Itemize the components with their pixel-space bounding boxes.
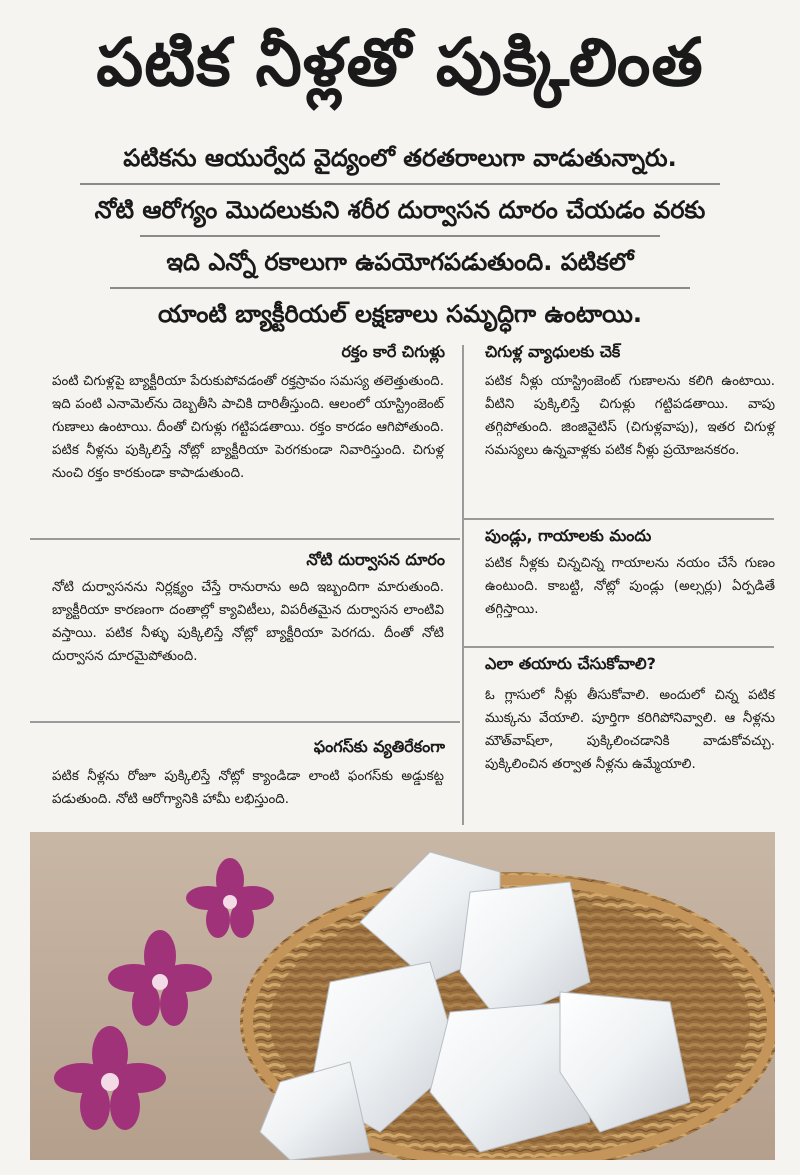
section-heading-preparation: ఎలా తయారు చేసుకోవాలి? xyxy=(485,654,656,673)
section-rule xyxy=(30,538,460,540)
intro-line-1: పటికను ఆయుర్వేద వైద్యంలో తరతరాలుగా వాడుతున్నారు. xyxy=(123,144,677,172)
section-body-gum-diseases: పటిక నీళ్లు యాస్ట్రింజెంట్ గుణాలను కలిగి ఉంటాయి. వీటిని పుక్కిలిస్తే చిగుళ్లు గట్టిపడతాయి. వాపు తగ్గిపోతుంది. జింజివైటిస్ (చిగుళ్లవాపు), ఇతర చిగుళ్ల సమస్యలు ఉన్నవాళ్లకు పటిక నీళ్లు ప్రయోజనకరం. xyxy=(485,374,775,458)
column-divider xyxy=(462,345,464,825)
section-heading-gum-diseases: చిగుళ్ల వ్యాధులకు చెక్ xyxy=(485,342,621,361)
section-heading-antifungal: ఫంగస్‌కు వ్యతిరేకంగా xyxy=(313,737,445,756)
section-heading-bad-breath: నోటి దుర్వాసన దూరం xyxy=(306,550,445,569)
intro-line-2: నోటి ఆరోగ్యం మొదలుకుని శరీర దుర్వాసన దూరం చేయడం వరకు xyxy=(94,196,706,224)
section-heading-bleeding-gums: రక్తం కారే చిగుళ్లు xyxy=(341,342,445,361)
section-rule xyxy=(30,721,460,723)
intro-rule xyxy=(140,235,660,237)
intro-rule xyxy=(110,287,690,289)
section-rule xyxy=(464,518,774,520)
section-rule xyxy=(464,646,774,648)
intro-line-3: ఇది ఎన్నో రకాలుగా ఉపయోగపడుతుంది. పటికలో xyxy=(166,248,634,276)
section-body-bad-breath: నోటి దుర్వాసనను నిర్లక్ష్యం చేస్తే రానురాను అది ఇబ్బందిగా మారుతుంది. బ్యాక్టీరియా కారణంగా దంతాల్లో క్యావిటీలు, విపరీతమైన దుర్వాసన లాంటివి వస్తాయి. పటిక నీళ్ళు పుక్కిలిస్తే నోట్లో బ్యాక్టీరియా పెరగదు. దీంతో నోటి దుర్వాసన దూరమైపోతుంది. xyxy=(52,580,444,664)
section-body-preparation: ఓ గ్లాసులో నీళ్లు తీసుకోవాలి. అందులో చిన్న పటిక ముక్కను వేయాలి. పూర్తిగా కరిగిపోనివ్వాలి. ఆ నీళ్లను మౌత్‌వాష్‌లా, పుక్కిలించడానికి వాడుకోవచ్చు. పుక్కిలించిన తర్వాత నీళ్లను ఉమ్మేయాలి. xyxy=(485,688,775,772)
section-body-bleeding-gums: పంటి చిగుళ్లపై బ్యాక్టీరియా పేరుకుపోవడంతో రక్తస్రావం సమస్య తలెత్తుతుంది. ఇది పంటి ఎనామెల్‌ను దెబ్బతీసి పాచికి దారితీస్తుంది. ఆలంలో యాస్ట్రింజెంట్ గుణాలు ఉంటాయి. దీంతో చిగుళ్లు గట్టిపడతాయి. రక్తం కారడం ఆగిపోతుంది. పటిక నీళ్లను పుక్కిలిస్తే నోట్లో బ్యాక్టీరియా పెరగకుండా నివారిస్తుంది. చిగుళ్ల నుంచి రక్తం కారకుండా కాపాడుతుంది. xyxy=(52,374,444,481)
intro-rule xyxy=(80,183,720,185)
alum-crystals-in-basket-with-orchids-image xyxy=(30,832,775,1160)
section-body-ulcers: పటిక నీళ్లకు చిన్నచిన్న గాయాలను నయం చేసే గుణం ఉంటుంది. కాబట్టి, నోట్లో పుండ్లు (అల్సర్లు) ఏర్పడితే తగ్గిస్తాయి. xyxy=(485,556,775,617)
intro-line-4: యాంటి బ్యాక్టీరియల్ లక్షణాలు సమృద్ధిగా ఉంటాయి. xyxy=(157,300,643,328)
section-heading-ulcers: పుండ్లు, గాయాలకు మందు xyxy=(485,526,652,545)
section-body-antifungal: పటిక నీళ్లను రోజూ పుక్కిలిస్తే నోట్లో క్యాండిడా లాంటి ఫంగస్‌కు అడ్డుకట్ట పడుతుంది. నోటి ఆరోగ్యానికి హామీ లభిస్తుంది. xyxy=(52,769,444,807)
alum-photo xyxy=(30,832,775,1160)
article-title: పటిక నీళ్లతో పుక్కిలింత xyxy=(96,24,704,101)
